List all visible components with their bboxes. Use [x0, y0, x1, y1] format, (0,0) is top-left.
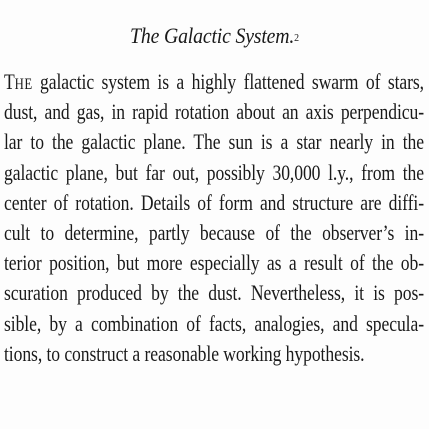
section-title: [21, 22, 407, 50]
body-paragraph: [4, 67, 426, 369]
paragraph-line-1: [4, 67, 424, 97]
paragraph-line-7: terior position, but more especially as a result of the ob-: [4, 250, 424, 276]
bleed-through-text: [0, 0, 429, 10]
paragraph-line-5: center of rotation. Details of form and structure are diffi-: [4, 189, 424, 215]
paragraph-line-6: cult to determine, partly because of the observer’s in-: [4, 219, 424, 245]
paragraph-line-8: scuration produced by the dust. Nevertheless, it is pos-: [4, 280, 424, 306]
section-title-text: The Galactic System.: [130, 23, 295, 48]
paragraph-line-4: galactic plane, but far out, possibly 30,000 l.y., from the: [4, 159, 424, 185]
paragraph-line-1-text: galactic system is a highly flattened swarm of stars,: [40, 69, 424, 94]
paragraph-line-9: sible, by a combination of facts, analogies, and specula-: [4, 310, 424, 336]
lead-word-smallcaps: HE: [14, 76, 33, 93]
footnote-marker: 2: [294, 32, 299, 44]
paragraph-line-10: tions, to construct a reasonable working hypothesis.: [4, 340, 365, 366]
lead-word-initial: T: [4, 69, 15, 94]
paragraph-line-3: lar to the galactic plane. The sun is a star nearly in the: [4, 129, 424, 155]
paragraph-line-2: dust, and gas, in rapid rotation about an axis perpendicu-: [4, 99, 424, 125]
